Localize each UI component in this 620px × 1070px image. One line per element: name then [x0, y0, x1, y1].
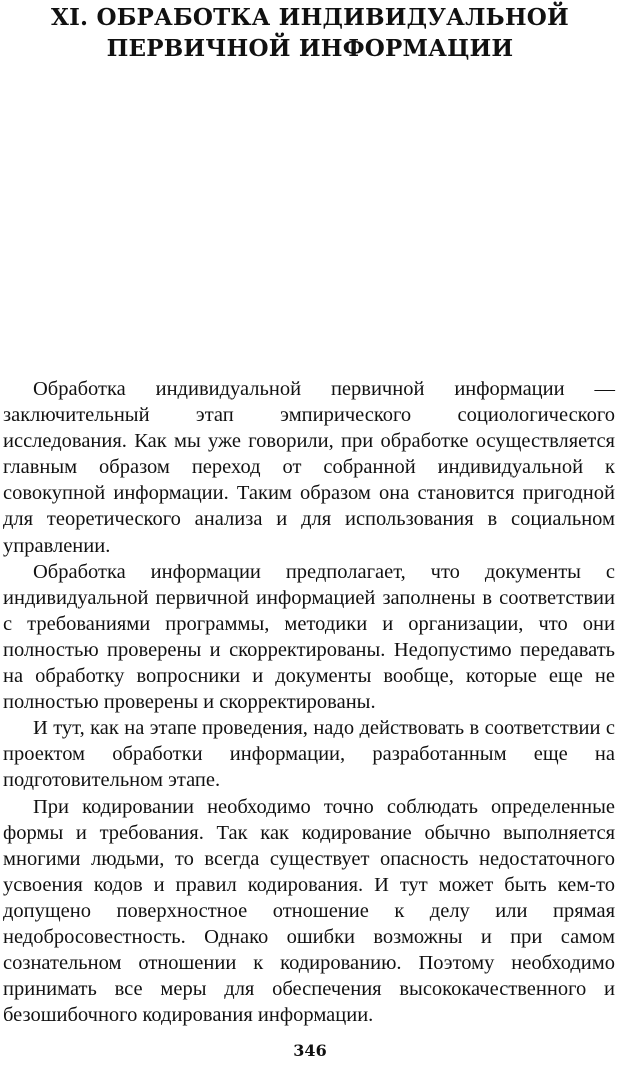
chapter-title [0, 2, 620, 64]
chapter-title-line-1: XI. ОБРАБОТКА ИНДИВИДУАЛЬНОЙ [51, 4, 569, 31]
chapter-body [3, 376, 615, 1028]
paragraph-4: При кодировании необходимо точно соблюдать определенные формы и требования. Так как кодирование обычно выполняется многими людьми, то всегда существует опасность недостаточного усвоения кодов и правил кодирования. И тут может быть кем-то допущено поверхностное отношение к делу или прямая недобросовестность. Однако ошибки возможны и при самом сознательном отношении к кодированию. Поэтому необходимо принимать все меры для обеспечения высококачественного и безошибочного кодирования информации. [3, 795, 615, 1027]
chapter-title-line-2: ПЕРВИЧНОЙ ИНФОРМАЦИИ [106, 35, 514, 62]
paragraph-1: Обработка индивидуальной первичной информации — заключительный этап эмпирического социологического исследования. Как мы уже говорили, при обработке осуществляется главным образом переход от собранной индивидуальной к совокупной информации. Таким образом она становится пригодной для теоретического анализа и для использования в социальном управлении. [3, 378, 615, 557]
paragraph-3: И тут, как на этапе проведения, надо действовать в соответствии с проектом обработки информации, разработанным еще на подготовительном этапе. [3, 717, 615, 792]
paragraph-2: Обработка информации предполагает, что документы с индивидуальной первичной информацией заполнены в соответствии с требованиями программы, методики и организации, что они полностью проверены и скорректированы. Недопустимо передавать на обработку вопросники и документы вообще, которые еще не полностью проверены и скорректированы. [3, 560, 615, 714]
page-number: 346 [293, 1041, 327, 1060]
